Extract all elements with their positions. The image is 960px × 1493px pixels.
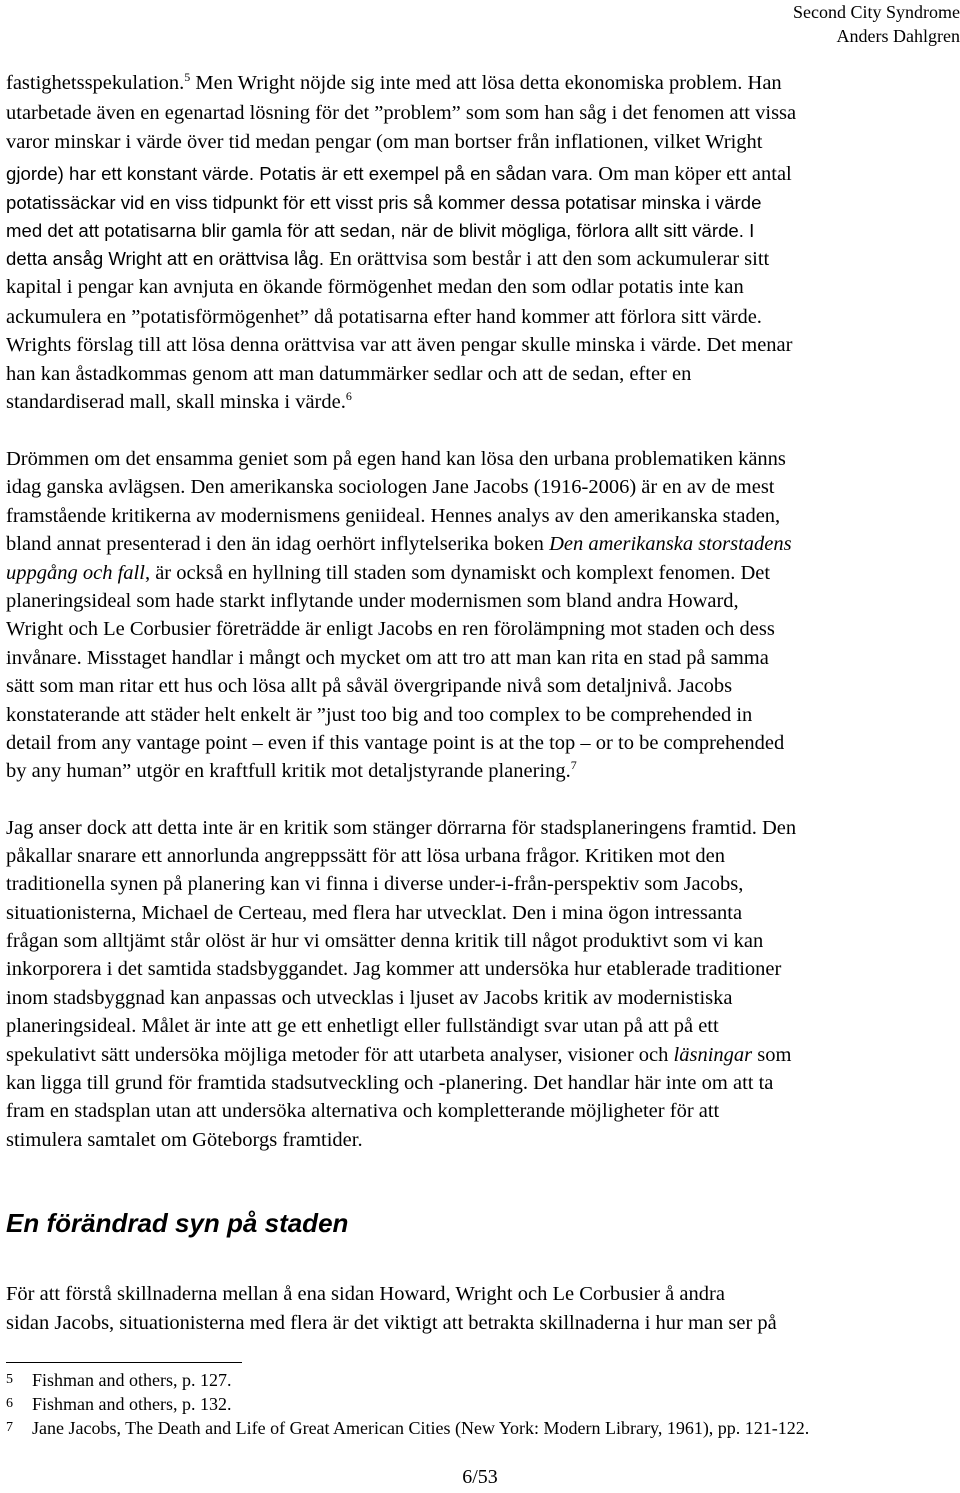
footnote-ref[interactable]: 5 [184,70,191,84]
footnote-text: Fishman and others, p. 132. [32,1394,232,1414]
footnote-number: 7 [6,1420,13,1435]
text-line: framstående kritikerna av modernismens geniideal. Hennes analys av den amerikanska staden, [6,505,781,527]
text-line: konstaterande att städer helt enkelt är ”just too big and too complex to be comprehended in [6,704,753,726]
footnote-number: 6 [6,1396,13,1411]
text-line: Wrights förslag till att lösa denna orättvisa var att även pengar skulle minska i värde. Det menar [6,334,793,356]
footnote [6,1392,232,1416]
footnote-ref[interactable]: 6 [345,389,352,403]
footnote-text: Fishman and others, p. 127. [32,1370,232,1390]
section-heading: En förändrad syn på staden [6,1208,349,1238]
text-line: ackumulera en ”potatisförmögenhet” då potatisarna efter hand kommer att förlora sitt värde. [6,306,762,328]
emphasis: läsningar [673,1044,753,1066]
footnote [6,1416,809,1440]
text-line: Wright och Le Corbusier företrädde är enligt Jacobs en ren förolämpning mot staden och dess [6,618,775,640]
text-line: standardiserad mall, skall minska i värde.$^6$ [6,389,352,413]
text-line: inkorporera i det samtida stadsbyggandet. Jag kommer att undersöka hur etablerade traditioner [6,958,782,980]
text-line: potatissäckar vid en viss tidpunkt för ett visst pris så kommer dessa potatisar minska i värde [6,192,762,213]
text-line: varor minskar i värde över tid medan pengar (om man bortser från inflationen, vilket Wright [6,131,763,153]
text-line: inom stadsbyggnad kan anpassas och utvecklas i ljuset av Jacobs kritik av modernistiska [6,987,733,1009]
text-line: fram en stadsplan utan att undersöka alternativa och kompletterande möjligheter för att [6,1100,720,1122]
text-line: bland annat presenterad i den än idag oerhört inflytelserika boken Den amerikanska storstadens [6,533,792,555]
text-line: För att förstå skillnaderna mellan å ena sidan Howard, Wright och Le Corbusier å andra [6,1283,725,1305]
footnote-ref[interactable]: 7 [570,758,577,772]
text-line: traditionella synen på planering kan vi finna i diverse under-i-från-perspektiv som Jacobs, [6,873,744,895]
text-line: invånare. Misstaget handlar i mångt och mycket om att tro att man kan rita en stad på samma [6,647,769,669]
header-title: Second City Syndrome [793,2,960,22]
text-line: planeringsideal. Målet är inte att ge ett enhetligt eller fullständigt svar utan på att på ett [6,1015,719,1037]
text-line: kan ligga till grund för framtida stadsutveckling och -planering. Det handlar här inte om att ta [6,1072,774,1094]
text-line: utarbetade även en egenartad lösning för det ”problem” som som han såg i det fenomen att vissa [6,102,797,124]
footnote-separator [6,1362,242,1363]
text-line: detta ansåg Wright att en orättvisa låg. En orättvisa som består i att den som ackumulerar sitt [6,248,770,270]
text-line: sidan Jacobs, situationisterna med flera är det viktigt att betrakta skillnaderna i hur man ser på [6,1312,777,1334]
text-line: planeringsideal som hade starkt inflytande under modernismen som bland andra Howard, [6,590,739,612]
text-line: med det att potatisarna blir gamla för att sedan, när de blivit mögliga, förlora allt sitt värde. I [6,220,755,241]
page-number: 6/53 [462,1466,498,1488]
text-line: fastighetsspekulation.$^5$ Men Wright nöjde sig inte med att lösa detta ekonomiska problem. Han [6,70,782,94]
text-line: frågan som alltjämt står olöst är hur vi omsätter denna kritik till något produktivt som vi kan [6,930,764,952]
header-author: Anders Dahlgren [836,26,960,46]
text-line: Drömmen om det ensamma geniet som på egen hand kan lösa den urbana problematiken känns [6,448,786,470]
text-line: Jag anser dock att detta inte är en kritik som stänger dörrarna för stadsplaneringens framtid. Den [6,817,797,839]
text-line: stimulera samtalet om Göteborgs framtider. [6,1129,363,1151]
footnote [6,1368,232,1392]
footnote-number: 5 [6,1372,13,1387]
text-line: kapital i pengar kan avnjuta en ökande förmögenhet medan den som odlar potatis inte kan [6,276,744,298]
text-line: by any human” utgör en kraftfull kritik mot detaljstyrande planering.$^7$ [6,758,577,782]
text-line: idag ganska avlägsen. Den amerikanska sociologen Jane Jacobs (1916-2006) är en av de mest [6,476,775,498]
text-line: spekulativt sätt undersöka möjliga metoder för att utarbeta analyser, visioner och läsningar som [6,1044,792,1066]
footnote-text: Jane Jacobs, The Death and Life of Great American Cities (New York: Modern Library, 1961), pp. 121-122. [32,1418,810,1438]
text-line: situationisterna, Michael de Certeau, med flera har utvecklat. Den i mina ögon intressanta [6,902,743,924]
text-line: gjorde) har ett konstant värde. Potatis är ett exempel på en sådan vara. Om man köper ett antal [6,163,792,185]
text-line: han kan åstadkommas genom att man datummärker sedlar och att de sedan, efter en [6,363,692,385]
text-line: detail from any vantage point – even if this vantage point is at the top – or to be comprehended [6,732,785,754]
text-line: påkallar snarare ett annorlunda angreppssätt för att lösa urbana frågor. Kritiken mot den [6,845,725,867]
text-line: sätt som man ritar ett hus och lösa allt på såväl övergripande nivå som detaljnivå. Jacobs [6,675,733,697]
text-line: uppgång och fall, är också en hyllning till staden som dynamiskt och komplext fenomen. Det [6,562,771,584]
book-title: uppgång och fall [6,562,145,584]
running-header [560,0,960,48]
book-title: Den amerikanska storstadens [549,533,792,555]
